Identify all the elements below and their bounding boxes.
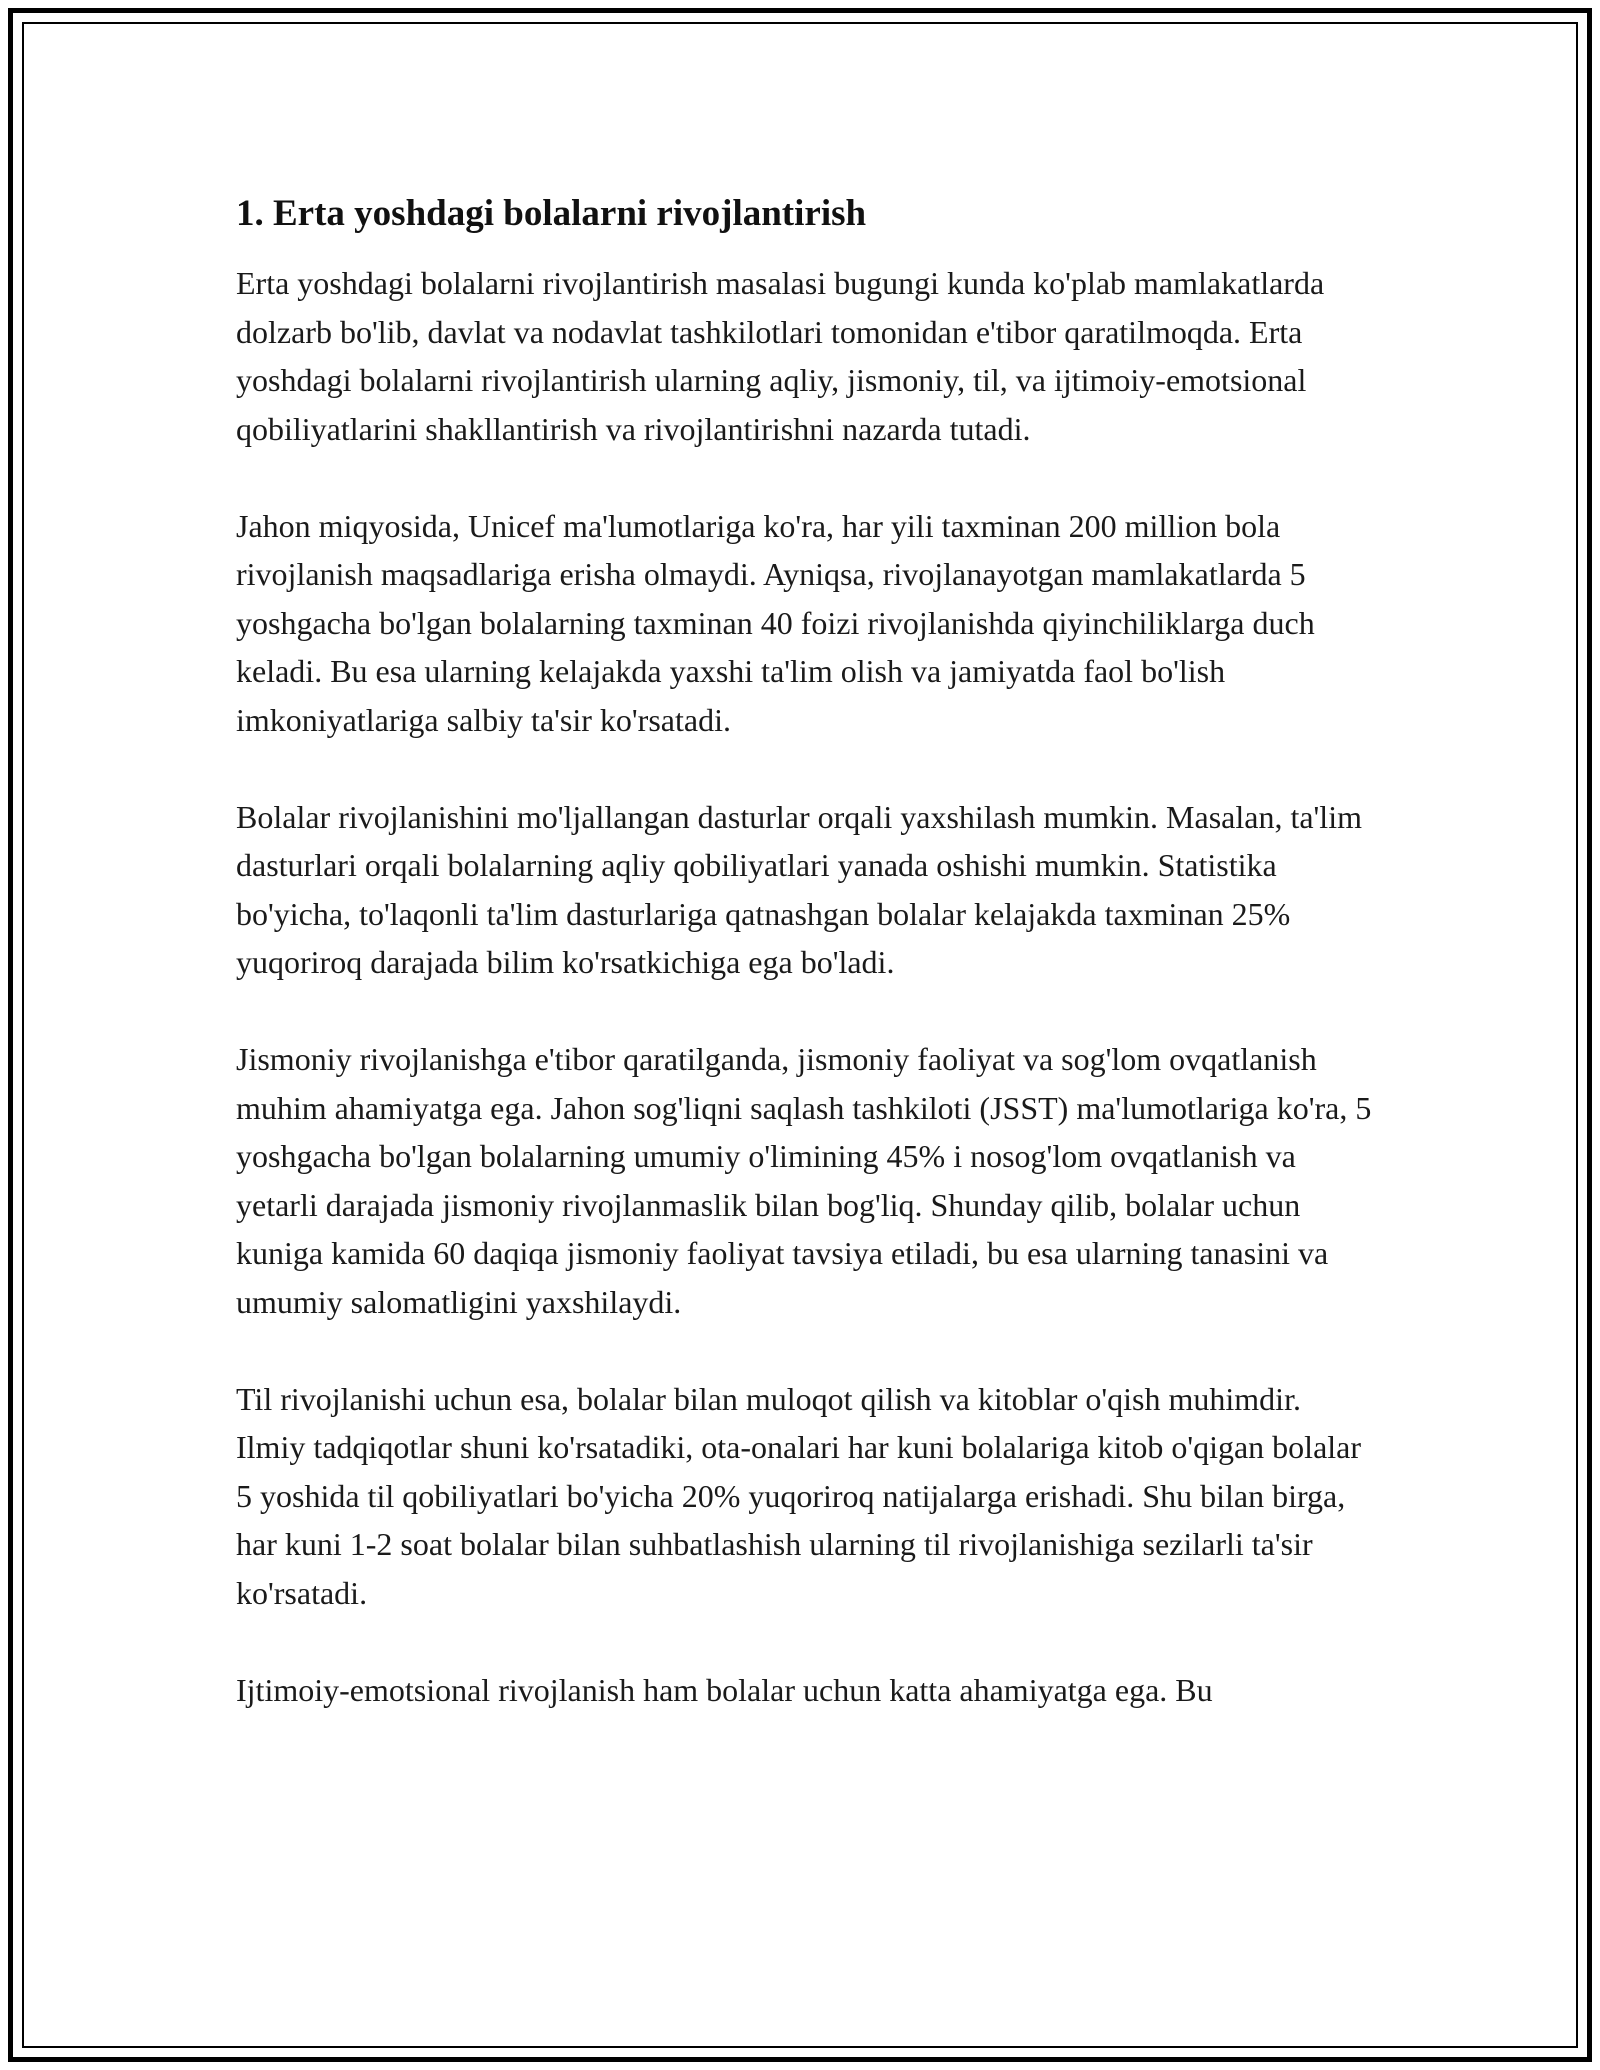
paragraph-global-statistics: Jahon miqyosida, Unicef ma'lumotlariga ko'ra, har yili taxminan 200 million bola rivojlanish maqsadlariga erisha olmaydi. Ayniqsa, rivojlanayotgan mamlakatlarda 5 yoshgacha bo'lgan bolalarning taxminan 40 foizi rivojlanishda qiyinchiliklarga duch keladi. Bu esa ularning kelajakda yaxshi ta'lim olish va jamiyatda faol bo'lish imkoniyatlariga salbiy ta'sir ko'rsatadi. — [236, 507, 1315, 738]
paragraph-physical-development: Jismoniy rivojlanishga e'tibor qaratilganda, jismoniy faoliyat va sog'lom ovqatlanish muhim ahamiyatga ega. Jahon sog'liqni saqlash tashkiloti (JSST) ma'lumotlariga ko'ra, 5 yoshgacha bo'lgan bolalarning umumiy o'limining 45% i nosog'lom ovqatlanish va yetarli darajada jismoniy rivojlanmaslik bilan bog'liq. Shunday qilib, bolalar uchun kuniga kamida 60 daqiqa jismoniy faoliyat tavsiya etiladi, bu esa ularning tanasini va umumiy salomatligini yaxshilaydi. — [236, 1041, 1372, 1320]
paragraph-language-development: Til rivojlanishi uchun esa, bolalar bilan muloqot qilish va kitoblar o'qish muhimdir. Ilmiy tadqiqotlar shuni ko'rsatadiki, ota-onalari har kuni bolalariga kitob o'qigan bolalar 5 yoshida til qobiliyatlari bo'yicha 20% yuqoriroq natijalarga erishadi. Shu bilan birga, har kuni 1-2 soat bolalar bilan suhbatlashish ularning til rivojlanishiga sezilarli ta'sir ko'rsatadi. — [236, 1380, 1362, 1611]
paragraph-intro: Erta yoshdagi bolalarni rivojlantirish masalasi bugungi kunda ko'plab mamlakatlarda dolzarb bo'lib, davlat va nodavlat tashkilotlari tomonidan e'tibor qaratilmoqda. Erta yoshdagi bolalarni rivojlantirish ularning aqliy, jismoniy, til, va ijtimoiy-emotsional qobiliyatlarini shakllantirish va rivojlantirishni nazarda tutadi. — [236, 265, 1325, 447]
section-heading: 1. Erta yoshdagi bolalarni rivojlantirish — [236, 193, 867, 234]
paragraph-education-programs: Bolalar rivojlanishini mo'ljallangan dasturlar orqali yaxshilash mumkin. Masalan, ta'lim dasturlari orqali bolalarning aqliy qobiliyatlari yanada oshishi mumkin. Statistika bo'yicha, to'laqonli ta'lim dasturlariga qatnashgan bolalar kelajakda taxminan 25% yuqoriroq darajada bilim ko'rsatkichiga ega bo'ladi. — [236, 798, 1362, 980]
document-body — [236, 190, 1376, 1714]
paragraph-social-emotional: Ijtimoiy-emotsional rivojlanish ham bolalar uchun katta ahamiyatga ega. Bu — [236, 1671, 1213, 1708]
